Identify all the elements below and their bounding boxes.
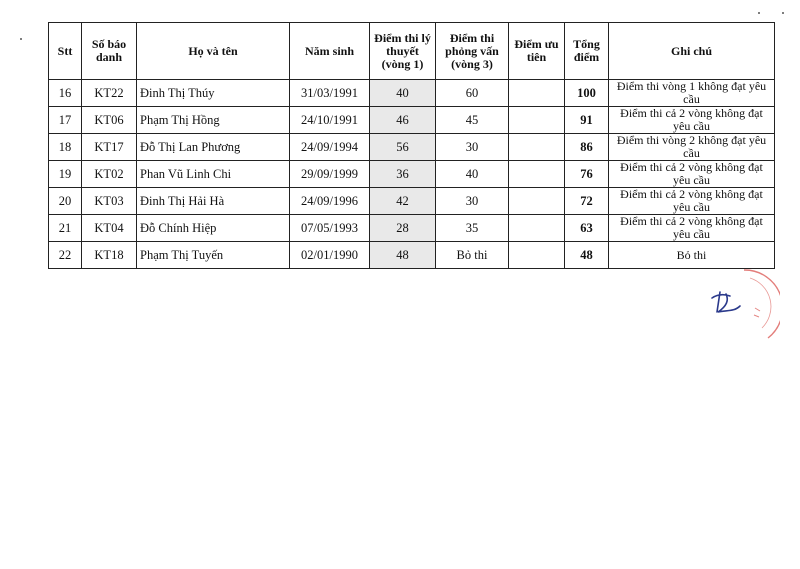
- cell-priority: [509, 242, 565, 269]
- table-row: [49, 188, 775, 215]
- cell-dob: 02/01/1990: [290, 242, 370, 269]
- cell-note: Điểm thi cả 2 vòng không đạt yêu cầu: [609, 215, 775, 242]
- cell-dob: 29/09/1999: [290, 161, 370, 188]
- cell-theory: 42: [370, 188, 436, 215]
- cell-sbd: KT17: [82, 134, 137, 161]
- cell-theory: 48: [370, 242, 436, 269]
- cell-priority: [509, 134, 565, 161]
- cell-interview: 30: [436, 134, 509, 161]
- official-stamp-seal: [700, 268, 780, 348]
- cell-interview: 35: [436, 215, 509, 242]
- cell-name: Đỗ Chính Hiệp: [137, 215, 290, 242]
- cell-dob: 24/09/1996: [290, 188, 370, 215]
- cell-note: Điểm thi vòng 1 không đạt yêu cầu: [609, 80, 775, 107]
- cell-dob: 07/05/1993: [290, 215, 370, 242]
- cell-theory: 28: [370, 215, 436, 242]
- cell-total: 100: [565, 80, 609, 107]
- cell-sbd: KT22: [82, 80, 137, 107]
- cell-dob: 24/10/1991: [290, 107, 370, 134]
- cell-priority: [509, 161, 565, 188]
- cell-sbd: KT04: [82, 215, 137, 242]
- cell-note: Điểm thi cả 2 vòng không đạt yêu cầu: [609, 161, 775, 188]
- cell-stt: 18: [49, 134, 82, 161]
- header-interview: Điểm thi phỏng vấn (vòng 3): [436, 23, 509, 80]
- cell-priority: [509, 80, 565, 107]
- scan-speck: [20, 38, 22, 40]
- cell-theory: 36: [370, 161, 436, 188]
- cell-name: Phạm Thị Hồng: [137, 107, 290, 134]
- cell-stt: 19: [49, 161, 82, 188]
- cell-sbd: KT03: [82, 188, 137, 215]
- table-row: [49, 242, 775, 269]
- cell-theory: 46: [370, 107, 436, 134]
- cell-stt: 17: [49, 107, 82, 134]
- cell-stt: 22: [49, 242, 82, 269]
- signature-icon: [712, 292, 740, 312]
- cell-note: Bỏ thi: [609, 242, 775, 269]
- cell-interview: 30: [436, 188, 509, 215]
- cell-note: Điểm thi cả 2 vòng không đạt yêu cầu: [609, 188, 775, 215]
- cell-sbd: KT06: [82, 107, 137, 134]
- cell-total: 48: [565, 242, 609, 269]
- cell-name: Phan Vũ Linh Chi: [137, 161, 290, 188]
- header-sbd: Số báo danh: [82, 23, 137, 80]
- cell-name: Đinh Thị Hải Hà: [137, 188, 290, 215]
- results-table: [48, 22, 775, 269]
- cell-total: 63: [565, 215, 609, 242]
- cell-interview: Bỏ thi: [436, 242, 509, 269]
- header-dob: Năm sinh: [290, 23, 370, 80]
- cell-total: 91: [565, 107, 609, 134]
- cell-note: Điểm thi vòng 2 không đạt yêu cầu: [609, 134, 775, 161]
- cell-stt: 21: [49, 215, 82, 242]
- header-total: Tổng điểm: [565, 23, 609, 80]
- cell-priority: [509, 107, 565, 134]
- cell-total: 76: [565, 161, 609, 188]
- cell-stt: 20: [49, 188, 82, 215]
- scan-speck: [758, 12, 760, 14]
- cell-interview: 60: [436, 80, 509, 107]
- cell-sbd: KT18: [82, 242, 137, 269]
- cell-note: Điểm thi cả 2 vòng không đạt yêu cầu: [609, 107, 775, 134]
- cell-interview: 45: [436, 107, 509, 134]
- cell-interview: 40: [436, 161, 509, 188]
- cell-sbd: KT02: [82, 161, 137, 188]
- table-row: [49, 107, 775, 134]
- table-row: [49, 215, 775, 242]
- cell-name: Phạm Thị Tuyến: [137, 242, 290, 269]
- cell-priority: [509, 215, 565, 242]
- cell-total: 86: [565, 134, 609, 161]
- cell-priority: [509, 188, 565, 215]
- header-name: Họ và tên: [137, 23, 290, 80]
- header-row: [49, 23, 775, 80]
- table-row: [49, 80, 775, 107]
- cell-theory: 40: [370, 80, 436, 107]
- table-row: [49, 134, 775, 161]
- scan-speck: [782, 12, 784, 14]
- header-priority: Điểm ưu tiên: [509, 23, 565, 80]
- cell-total: 72: [565, 188, 609, 215]
- header-theory: Điểm thi lý thuyết (vòng 1): [370, 23, 436, 80]
- cell-dob: 24/09/1994: [290, 134, 370, 161]
- cell-name: Đỗ Thị Lan Phương: [137, 134, 290, 161]
- cell-name: Đinh Thị Thúy: [137, 80, 290, 107]
- header-note: Ghi chú: [609, 23, 775, 80]
- header-stt: Stt: [49, 23, 82, 80]
- table-row: [49, 161, 775, 188]
- cell-theory: 56: [370, 134, 436, 161]
- cell-stt: 16: [49, 80, 82, 107]
- cell-dob: 31/03/1991: [290, 80, 370, 107]
